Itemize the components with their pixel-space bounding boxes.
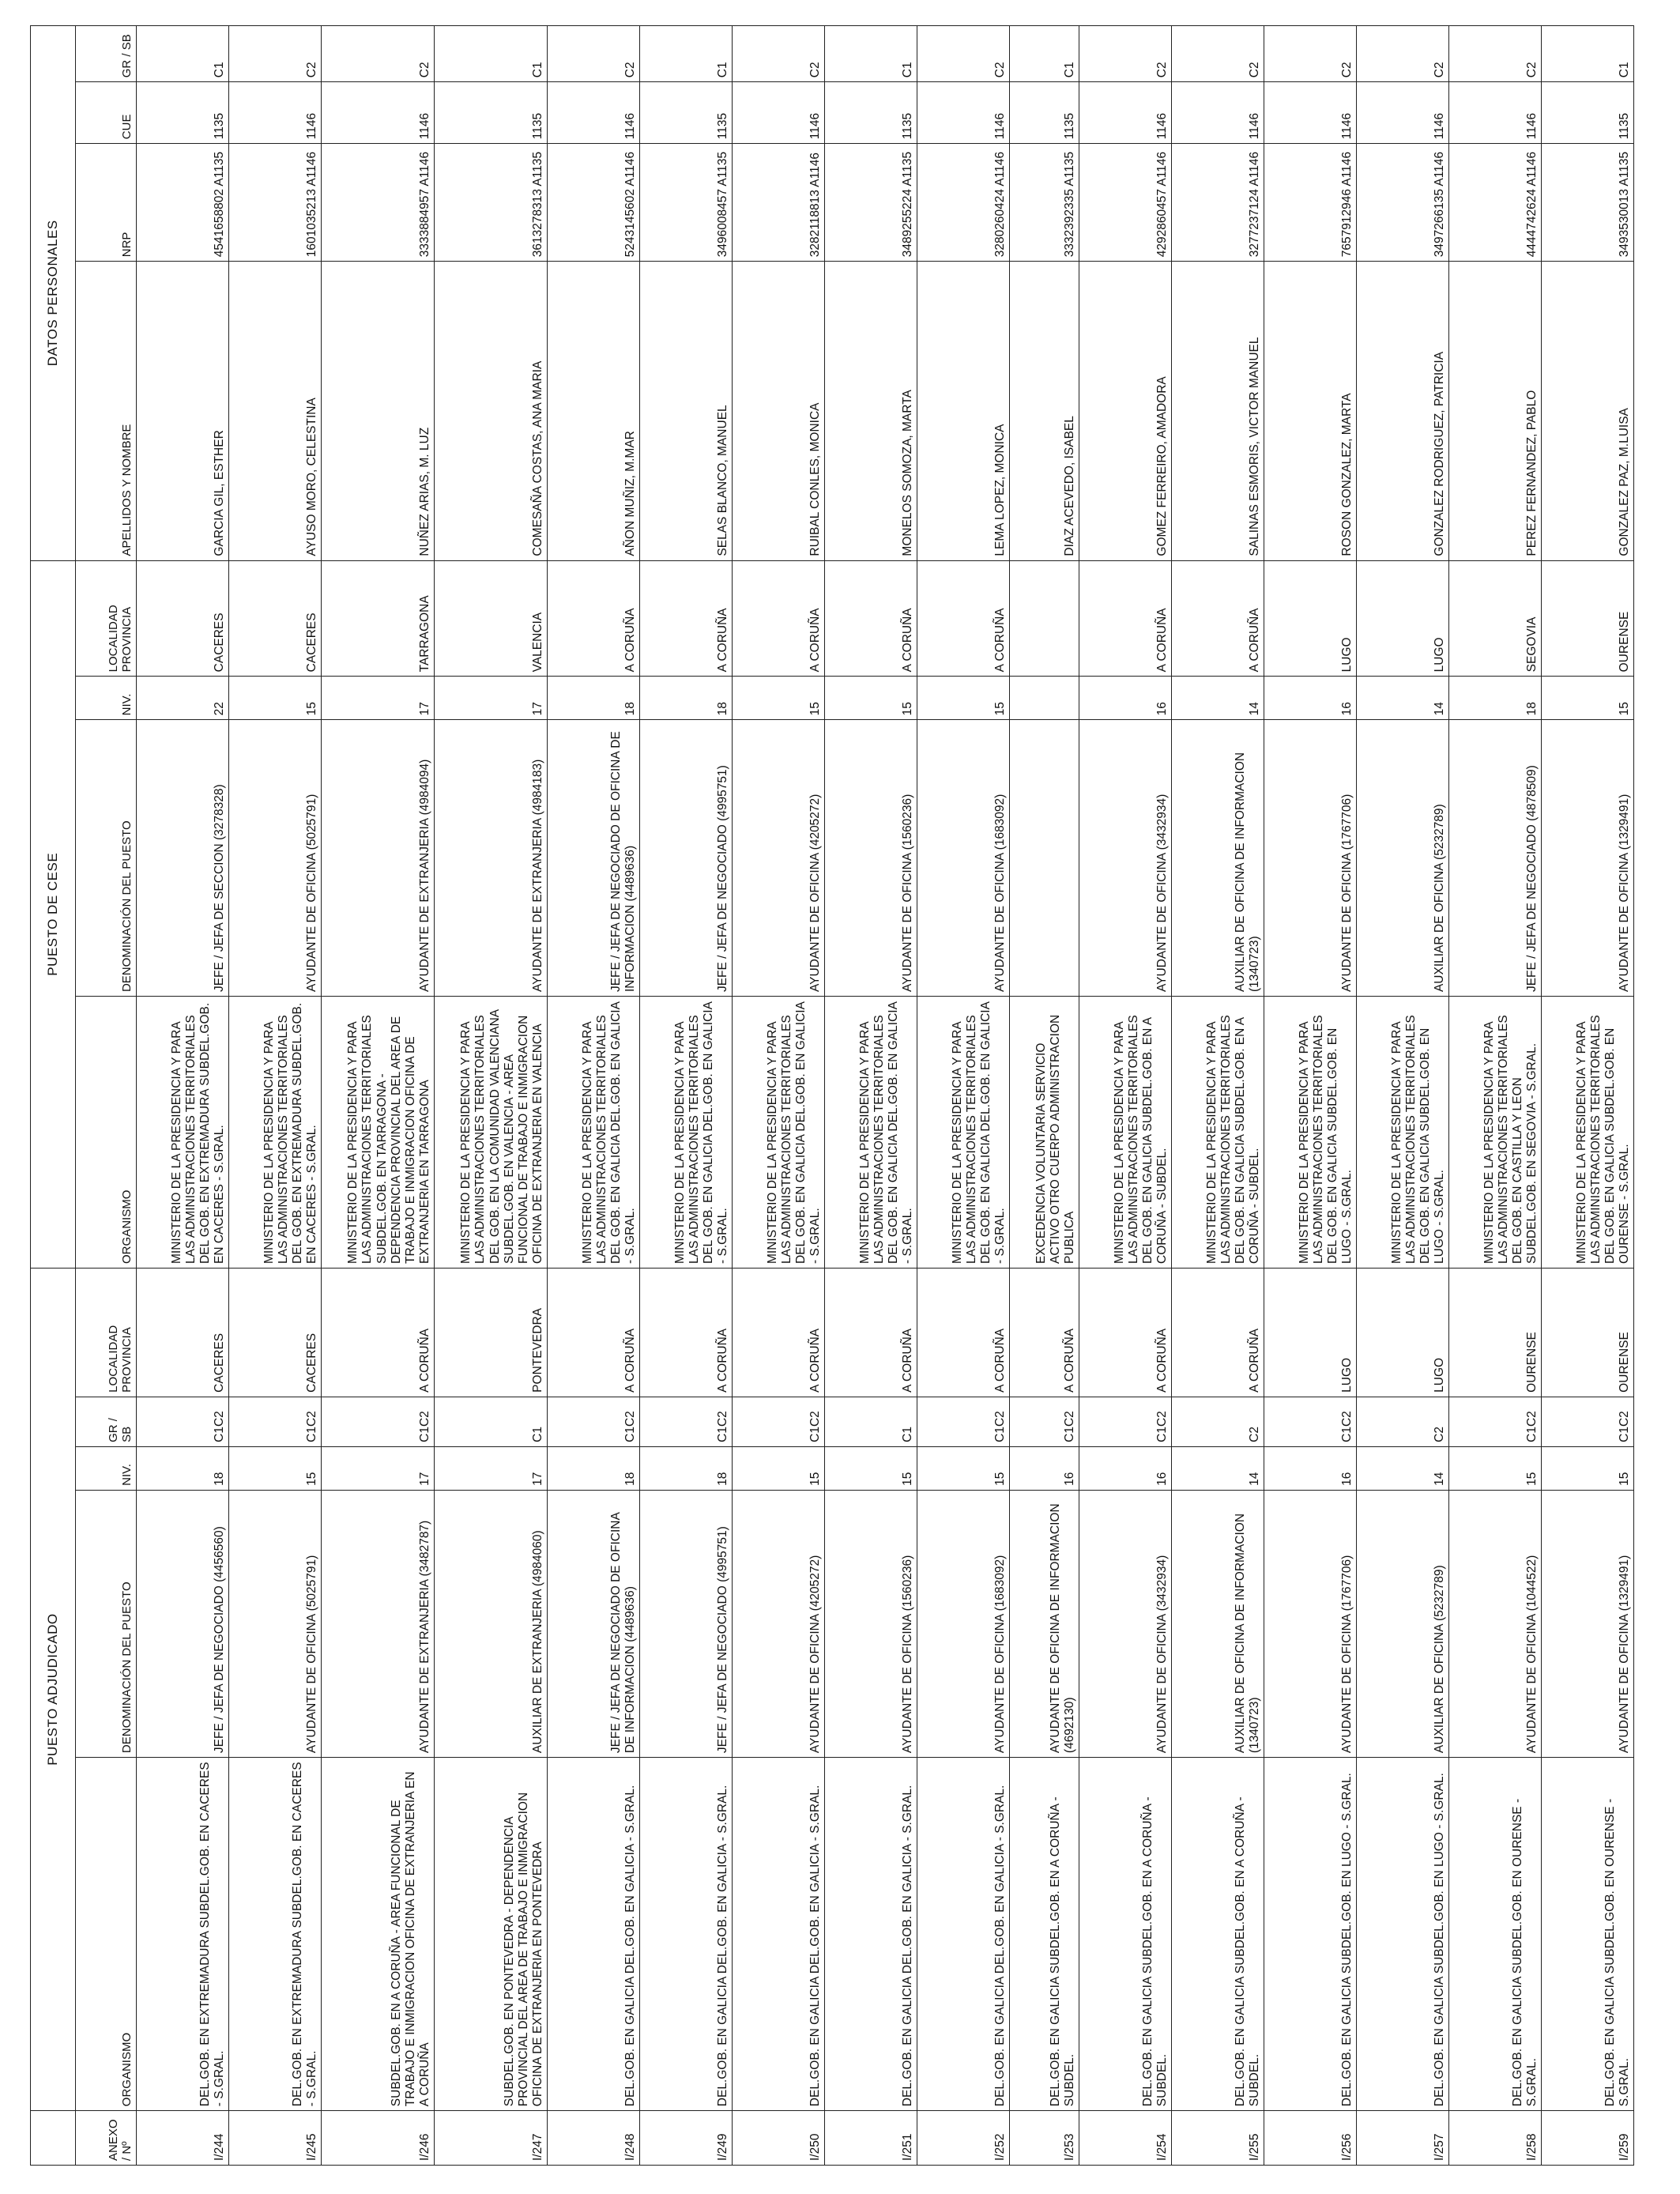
table-row bbox=[640, 26, 733, 2166]
cell-localidad: A CORUÑA bbox=[825, 1268, 917, 1397]
cell-organismo: DEL.GOB. EN GALICIA DEL.GOB. EN GALICIA - S.GRAL. bbox=[825, 1758, 917, 2111]
table-row bbox=[435, 26, 548, 2166]
cell-organismo: DEL.GOB. EN GALICIA DEL.GOB. EN GALICIA - S.GRAL. bbox=[640, 1758, 733, 2111]
cell-cese-niv: 15 bbox=[1542, 677, 1634, 720]
cell-gr-sb: C1C2 bbox=[917, 1397, 1010, 1446]
cell-cese-denominacion: JEFE / JEFA DE NEGOCIADO (4878509) bbox=[1449, 720, 1542, 997]
cell-cue: 1135 bbox=[1542, 82, 1634, 144]
cell-organismo: DEL.GOB. EN GALICIA SUBDEL.GOB. EN A CORUÑA - SUBDEL. bbox=[1010, 1758, 1079, 2111]
cell-personal-gr-sb: C1 bbox=[435, 26, 548, 82]
cell-nrp: 3277237124 A1146 bbox=[1172, 144, 1264, 262]
cell-cese-denominacion: AYUDANTE DE OFICINA (1560236) bbox=[825, 720, 917, 997]
cell-cue: 1146 bbox=[548, 82, 640, 144]
cell-apellidos-nombre: SALINAS ESMORIS, VICTOR MANUEL bbox=[1172, 262, 1264, 560]
cell-cese-localidad bbox=[1010, 560, 1079, 677]
cell-niv: 14 bbox=[1172, 1446, 1264, 1490]
table-body bbox=[137, 26, 1634, 2166]
cell-cese-organismo: MINISTERIO DE LA PRESIDENCIA Y PARA LAS ADMINISTRACIONES TERRITORIALES DEL GOB. EN CASTILLA Y LEON SUBDEL.GOB. EN SEGOVIA - S.GRAL. bbox=[1449, 997, 1542, 1269]
cell-denominacion: AYUDANTE DE OFICINA DE INFORMACION (4692130) bbox=[1010, 1490, 1079, 1757]
table-row bbox=[917, 26, 1010, 2166]
table-row bbox=[1357, 26, 1449, 2166]
cell-apellidos-nombre: LEMA LOPEZ, MONICA bbox=[917, 262, 1010, 560]
table-row bbox=[548, 26, 640, 2166]
cell-nrp: 3333884957 A1146 bbox=[322, 144, 435, 262]
cell-denominacion: JEFE / JEFA DE NEGOCIADO (4456560) bbox=[137, 1490, 229, 1757]
cell-organismo: DEL.GOB. EN GALICIA SUBDEL.GOB. EN LUGO - S.GRAL. bbox=[1264, 1758, 1357, 2111]
cell-denominacion: AUXILIAR DE EXTRANJERIA (4984060) bbox=[435, 1490, 548, 1757]
cell-gr-sb: C2 bbox=[1172, 1397, 1264, 1446]
cell-nrp: 4292860457 A1146 bbox=[1079, 144, 1172, 262]
cell-cese-denominacion: AYUDANTE DE OFICINA (5025791) bbox=[229, 720, 322, 997]
cell-gr-sb: C1 bbox=[435, 1397, 548, 1446]
cell-personal-gr-sb: C2 bbox=[1264, 26, 1357, 82]
col-localidad: LOCALIDAD PROVINCIA bbox=[76, 1268, 137, 1397]
cell-localidad: CACERES bbox=[229, 1268, 322, 1397]
cell-cue: 1146 bbox=[1079, 82, 1172, 144]
cell-cese-localidad: A CORUÑA bbox=[733, 560, 825, 677]
cell-cese-niv: 22 bbox=[137, 677, 229, 720]
cell-apellidos-nombre: DIAZ ACEVEDO, ISABEL bbox=[1010, 262, 1079, 560]
cell-cese-organismo: MINISTERIO DE LA PRESIDENCIA Y PARA LAS ADMINISTRACIONES TERRITORIALES DEL GOB. EN GALICIA DEL.GOB. EN GALICIA - S.GRAL. bbox=[548, 997, 640, 1269]
cell-localidad: A CORUÑA bbox=[322, 1268, 435, 1397]
cell-cese-niv: 18 bbox=[548, 677, 640, 720]
cell-denominacion: JEFE / JEFA DE NEGOCIADO DE OFICINA DE INFORMACION (4489636) bbox=[548, 1490, 640, 1757]
cell-cese-niv: 15 bbox=[229, 677, 322, 720]
cell-cese-denominacion: JEFE / JEFA DE SECCION (3278328) bbox=[137, 720, 229, 997]
cell-cese-organismo: MINISTERIO DE LA PRESIDENCIA Y PARA LAS ADMINISTRACIONES TERRITORIALES DEL GOB. EN EXTREMADURA SUBDEL.GOB. EN CACERES - S.GRAL. bbox=[229, 997, 322, 1269]
cell-cese-denominacion: AYUDANTE DE OFICINA (1329491) bbox=[1542, 720, 1634, 997]
cell-niv: 18 bbox=[137, 1446, 229, 1490]
cell-cese-niv: 14 bbox=[1172, 677, 1264, 720]
cell-personal-gr-sb: C2 bbox=[1449, 26, 1542, 82]
cell-organismo: DEL.GOB. EN GALICIA SUBDEL.GOB. EN LUGO - S.GRAL. bbox=[1357, 1758, 1449, 2111]
col-cese-localidad: LOCALIDAD PROVINCIA bbox=[76, 560, 137, 677]
cell-cese-niv: 18 bbox=[640, 677, 733, 720]
cell-organismo: DEL.GOB. EN GALICIA DEL.GOB. EN GALICIA - S.GRAL. bbox=[917, 1758, 1010, 2111]
cell-cue: 1135 bbox=[137, 82, 229, 144]
cell-anexo: I/248 bbox=[548, 2111, 640, 2166]
cell-localidad: PONTEVEDRA bbox=[435, 1268, 548, 1397]
cell-cese-localidad: A CORUÑA bbox=[1079, 560, 1172, 677]
col-anexo: ANEXO / Nº bbox=[76, 2111, 137, 2166]
cell-cese-organismo: MINISTERIO DE LA PRESIDENCIA Y PARA LAS ADMINISTRACIONES TERRITORIALES DEL GOB. EN GALICIA SUBDEL.GOB. EN LUGO - S.GRAL. bbox=[1264, 997, 1357, 1269]
cell-niv: 14 bbox=[1357, 1446, 1449, 1490]
cell-personal-gr-sb: C1 bbox=[1542, 26, 1634, 82]
table-row bbox=[1542, 26, 1634, 2166]
cell-cese-organismo: MINISTERIO DE LA PRESIDENCIA Y PARA LAS ADMINISTRACIONES TERRITORIALES DEL GOB. EN GALICIA SUBDEL.GOB. EN A CORUÑA - SUBDEL. bbox=[1172, 997, 1264, 1269]
cell-anexo: I/247 bbox=[435, 2111, 548, 2166]
cell-apellidos-nombre: PEREZ FERNANDEZ, PABLO bbox=[1449, 262, 1542, 560]
adjudication-table bbox=[30, 25, 1634, 2166]
cell-niv: 18 bbox=[640, 1446, 733, 1490]
cell-personal-gr-sb: C1 bbox=[1010, 26, 1079, 82]
cell-gr-sb: C1C2 bbox=[733, 1397, 825, 1446]
empty-corner bbox=[31, 2111, 76, 2166]
cell-cue: 1135 bbox=[640, 82, 733, 144]
cell-cue: 1135 bbox=[1010, 82, 1079, 144]
cell-cese-organismo: MINISTERIO DE LA PRESIDENCIA Y PARA LAS ADMINISTRACIONES TERRITORIALES DEL GOB. EN EXTREMADURA SUBDEL.GOB. EN CACERES - S.GRAL. bbox=[137, 997, 229, 1269]
cell-localidad: A CORUÑA bbox=[640, 1268, 733, 1397]
cell-cese-localidad: A CORUÑA bbox=[1172, 560, 1264, 677]
table-row bbox=[1264, 26, 1357, 2166]
table-row bbox=[1449, 26, 1542, 2166]
cell-personal-gr-sb: C2 bbox=[733, 26, 825, 82]
cell-cese-niv: 15 bbox=[825, 677, 917, 720]
cell-gr-sb: C1C2 bbox=[1079, 1397, 1172, 1446]
cell-personal-gr-sb: C2 bbox=[548, 26, 640, 82]
cell-personal-gr-sb: C1 bbox=[825, 26, 917, 82]
cell-cese-organismo: MINISTERIO DE LA PRESIDENCIA Y PARA LAS ADMINISTRACIONES TERRITORIALES DEL GOB. EN GALICIA DEL.GOB. EN GALICIA - S.GRAL. bbox=[640, 997, 733, 1269]
cell-cue: 1146 bbox=[1357, 82, 1449, 144]
cell-gr-sb: C2 bbox=[1357, 1397, 1449, 1446]
cell-denominacion: AYUDANTE DE EXTRANJERIA (3482787) bbox=[322, 1490, 435, 1757]
cell-denominacion: AYUDANTE DE OFICINA (1329491) bbox=[1542, 1490, 1634, 1757]
cell-cese-localidad: A CORUÑA bbox=[917, 560, 1010, 677]
cell-organismo: SUBDEL.GOB. EN A CORUÑA - AREA FUNCIONAL DE TRABAJO E INMIGRACION OFICINA DE EXTRANJERIA EN A CORUÑA bbox=[322, 1758, 435, 2111]
cell-gr-sb: C1C2 bbox=[322, 1397, 435, 1446]
cell-apellidos-nombre: COMESAÑA COSTAS, ANA MARIA bbox=[435, 262, 548, 560]
cell-nrp: 3282118813 A1146 bbox=[733, 144, 825, 262]
cell-nrp: 3496008457 A1135 bbox=[640, 144, 733, 262]
cell-niv: 15 bbox=[917, 1446, 1010, 1490]
col-apellidos: APELLIDOS Y NOMBRE bbox=[76, 262, 137, 560]
cell-apellidos-nombre: RUIBAL CONLES, MONICA bbox=[733, 262, 825, 560]
cell-cese-organismo: MINISTERIO DE LA PRESIDENCIA Y PARA LAS ADMINISTRACIONES TERRITORIALES DEL GOB. EN GALICIA SUBDEL.GOB. EN OURENSE - S.GRAL. bbox=[1542, 997, 1634, 1269]
table-row bbox=[1172, 26, 1264, 2166]
cell-gr-sb: C1C2 bbox=[1010, 1397, 1079, 1446]
cell-gr-sb: C1C2 bbox=[1449, 1397, 1542, 1446]
cell-localidad: A CORUÑA bbox=[1172, 1268, 1264, 1397]
cell-niv: 17 bbox=[322, 1446, 435, 1490]
table-row bbox=[137, 26, 229, 2166]
cell-nrp: 1601035213 A1146 bbox=[229, 144, 322, 262]
cell-cese-denominacion: AYUDANTE DE OFICINA (1767706) bbox=[1264, 720, 1357, 997]
cell-denominacion: AUXILIAR DE OFICINA (5232789) bbox=[1357, 1490, 1449, 1757]
cell-cese-denominacion: AYUDANTE DE OFICINA (1683092) bbox=[917, 720, 1010, 997]
cell-apellidos-nombre: GARCIA GIL, ESTHER bbox=[137, 262, 229, 560]
cell-denominacion: AYUDANTE DE OFICINA (3432934) bbox=[1079, 1490, 1172, 1757]
cell-cue: 1135 bbox=[435, 82, 548, 144]
cell-nrp: 4444742624 A1146 bbox=[1449, 144, 1542, 262]
cell-nrp: 3332392335 A1135 bbox=[1010, 144, 1079, 262]
cell-anexo: I/256 bbox=[1264, 2111, 1357, 2166]
cell-cese-denominacion: AYUDANTE DE OFICINA (3432934) bbox=[1079, 720, 1172, 997]
cell-personal-gr-sb: C2 bbox=[1357, 26, 1449, 82]
cell-cese-organismo: EXCEDENCIA VOLUNTARIA SERVICIO ACTIVO OTRO CUERPO ADMINISTRACION PUBLICA bbox=[1010, 997, 1079, 1269]
cell-cese-localidad: SEGOVIA bbox=[1449, 560, 1542, 677]
cell-denominacion: AYUDANTE DE OFICINA (1683092) bbox=[917, 1490, 1010, 1757]
cell-anexo: I/252 bbox=[917, 2111, 1010, 2166]
cell-anexo: I/244 bbox=[137, 2111, 229, 2166]
cell-cese-denominacion: AUXILIAR DE OFICINA DE INFORMACION (1340723) bbox=[1172, 720, 1264, 997]
cell-apellidos-nombre: GOMEZ FERREIRO, AMADORA bbox=[1079, 262, 1172, 560]
table-row bbox=[825, 26, 917, 2166]
cell-cese-denominacion: AYUDANTE DE EXTRANJERIA (4984094) bbox=[322, 720, 435, 997]
cell-cese-denominacion: JEFE / JEFA DE NEGOCIADO DE OFICINA DE INFORMACION (4489636) bbox=[548, 720, 640, 997]
table-row bbox=[322, 26, 435, 2166]
cell-cue: 1146 bbox=[1264, 82, 1357, 144]
cell-denominacion: AYUDANTE DE OFICINA (1767706) bbox=[1264, 1490, 1357, 1757]
cell-cese-organismo: MINISTERIO DE LA PRESIDENCIA Y PARA LAS ADMINISTRACIONES TERRITORIALES DEL GOB. EN GALICIA DEL.GOB. EN GALICIA - S.GRAL. bbox=[733, 997, 825, 1269]
cell-anexo: I/258 bbox=[1449, 2111, 1542, 2166]
cell-niv: 15 bbox=[1449, 1446, 1542, 1490]
cell-localidad: A CORUÑA bbox=[733, 1268, 825, 1397]
cell-cese-niv: 16 bbox=[1079, 677, 1172, 720]
cell-cese-organismo: MINISTERIO DE LA PRESIDENCIA Y PARA LAS ADMINISTRACIONES TERRITORIALES SUBDEL.GOB. EN TARRAGONA - DEPENDENCIA PROVINCIAL DEL AREA DE TRABAJO E INMIGRACION OFICINA DE EXTRANJERIA EN TARRAGONA bbox=[322, 997, 435, 1269]
section-puesto-adjudicado: PUESTO ADJUDICADO bbox=[31, 1268, 76, 2110]
col-cese-denominacion: DENOMINACIÓN DEL PUESTO bbox=[76, 720, 137, 997]
cell-personal-gr-sb: C1 bbox=[137, 26, 229, 82]
cell-personal-gr-sb: C1 bbox=[640, 26, 733, 82]
cell-cese-denominacion: AUXILIAR DE OFICINA (5232789) bbox=[1357, 720, 1449, 997]
cell-cese-niv: 18 bbox=[1449, 677, 1542, 720]
cell-gr-sb: C1C2 bbox=[229, 1397, 322, 1446]
cell-cese-localidad: A CORUÑA bbox=[548, 560, 640, 677]
cell-organismo: SUBDEL.GOB. EN PONTEVEDRA - DEPENDENCIA PROVINCIAL DEL AREA DE TRABAJO E INMIGRACION OFICINA DE EXTRANJERIA EN PONTEVEDRA bbox=[435, 1758, 548, 2111]
cell-cue: 1146 bbox=[1449, 82, 1542, 144]
cell-organismo: DEL.GOB. EN GALICIA SUBDEL.GOB. EN A CORUÑA - SUBDEL. bbox=[1079, 1758, 1172, 2111]
col-gr-sb: GR / SB bbox=[76, 1397, 137, 1446]
cell-apellidos-nombre: GONZALEZ PAZ, M.LUISA bbox=[1542, 262, 1634, 560]
cell-personal-gr-sb: C2 bbox=[1079, 26, 1172, 82]
cell-cese-localidad: CACERES bbox=[229, 560, 322, 677]
cell-localidad: LUGO bbox=[1264, 1268, 1357, 1397]
cell-apellidos-nombre: MONELOS SOMOZA, MARTA bbox=[825, 262, 917, 560]
cell-cese-niv: 15 bbox=[917, 677, 1010, 720]
cell-cese-organismo: MINISTERIO DE LA PRESIDENCIA Y PARA LAS ADMINISTRACIONES TERRITORIALES DEL GOB. EN GALICIA SUBDEL.GOB. EN LUGO - S.GRAL. bbox=[1357, 997, 1449, 1269]
table-row bbox=[1010, 26, 1079, 2166]
cell-gr-sb: C1C2 bbox=[640, 1397, 733, 1446]
cell-niv: 15 bbox=[733, 1446, 825, 1490]
cell-anexo: I/251 bbox=[825, 2111, 917, 2166]
col-organismo: ORGANISMO bbox=[76, 1758, 137, 2111]
cell-organismo: DEL.GOB. EN GALICIA SUBDEL.GOB. EN A CORUÑA - SUBDEL. bbox=[1172, 1758, 1264, 2111]
cell-cese-organismo: MINISTERIO DE LA PRESIDENCIA Y PARA LAS ADMINISTRACIONES TERRITORIALES DEL GOB. EN GALICIA DEL.GOB. EN GALICIA - S.GRAL. bbox=[917, 997, 1010, 1269]
cell-apellidos-nombre: AYUSO MORO, CELESTINA bbox=[229, 262, 322, 560]
cell-gr-sb: C1C2 bbox=[1542, 1397, 1634, 1446]
cell-cese-niv: 16 bbox=[1264, 677, 1357, 720]
cell-localidad: A CORUÑA bbox=[917, 1268, 1010, 1397]
cell-cese-organismo: MINISTERIO DE LA PRESIDENCIA Y PARA LAS ADMINISTRACIONES TERRITORIALES DEL GOB. EN LA COMUNIDAD VALENCIANA SUBDEL.GOB. EN VALENCIA - AREA FUNCIONAL DE TRABAJO E INMIGRACION OFICINA DE EXTRANJERIA EN VALENCIA bbox=[435, 997, 548, 1269]
cell-gr-sb: C1C2 bbox=[548, 1397, 640, 1446]
cell-niv: 17 bbox=[435, 1446, 548, 1490]
cell-apellidos-nombre: SELAS BLANCO, MANUEL bbox=[640, 262, 733, 560]
cell-nrp: 3489255224 A1135 bbox=[825, 144, 917, 262]
cell-localidad: LUGO bbox=[1357, 1268, 1449, 1397]
cell-localidad: A CORUÑA bbox=[1010, 1268, 1079, 1397]
col-personal-gr-sb: GR / SB bbox=[76, 26, 137, 82]
cell-cese-niv: 17 bbox=[322, 677, 435, 720]
cell-organismo: DEL.GOB. EN GALICIA DEL.GOB. EN GALICIA - S.GRAL. bbox=[733, 1758, 825, 2111]
cell-cue: 1146 bbox=[917, 82, 1010, 144]
cell-organismo: DEL.GOB. EN GALICIA SUBDEL.GOB. EN OURENSE - S.GRAL. bbox=[1449, 1758, 1542, 2111]
cell-nrp: 3280260424 A1146 bbox=[917, 144, 1010, 262]
cell-cese-localidad: A CORUÑA bbox=[825, 560, 917, 677]
cell-denominacion: AYUDANTE DE OFICINA (5025791) bbox=[229, 1490, 322, 1757]
cell-personal-gr-sb: C2 bbox=[229, 26, 322, 82]
cell-anexo: I/259 bbox=[1542, 2111, 1634, 2166]
cell-apellidos-nombre: NUÑEZ ARIAS, M. LUZ bbox=[322, 262, 435, 560]
cell-organismo: DEL.GOB. EN GALICIA SUBDEL.GOB. EN OURENSE - S.GRAL. bbox=[1542, 1758, 1634, 2111]
cell-anexo: I/254 bbox=[1079, 2111, 1172, 2166]
cell-cese-denominacion: AYUDANTE DE OFICINA (4205272) bbox=[733, 720, 825, 997]
cell-denominacion: AYUDANTE DE OFICINA (4205272) bbox=[733, 1490, 825, 1757]
cell-apellidos-nombre: ROSON GONZALEZ, MARTA bbox=[1264, 262, 1357, 560]
cell-cese-localidad: VALENCIA bbox=[435, 560, 548, 677]
cell-cese-niv: 17 bbox=[435, 677, 548, 720]
cell-nrp: 5243145602 A1146 bbox=[548, 144, 640, 262]
cell-niv: 15 bbox=[229, 1446, 322, 1490]
cell-niv: 16 bbox=[1010, 1446, 1079, 1490]
cell-personal-gr-sb: C2 bbox=[1172, 26, 1264, 82]
cell-anexo: I/245 bbox=[229, 2111, 322, 2166]
cell-cese-localidad: LUGO bbox=[1357, 560, 1449, 677]
table-row bbox=[1079, 26, 1172, 2166]
cell-anexo: I/250 bbox=[733, 2111, 825, 2166]
cell-personal-gr-sb: C2 bbox=[322, 26, 435, 82]
col-niv: NIV. bbox=[76, 1446, 137, 1490]
cell-cue: 1135 bbox=[825, 82, 917, 144]
cell-anexo: I/249 bbox=[640, 2111, 733, 2166]
col-cese-niv: NIV. bbox=[76, 677, 137, 720]
section-puesto-cese: PUESTO DE CESE bbox=[31, 560, 76, 1268]
cell-niv: 16 bbox=[1264, 1446, 1357, 1490]
cell-anexo: I/257 bbox=[1357, 2111, 1449, 2166]
cell-cese-organismo: MINISTERIO DE LA PRESIDENCIA Y PARA LAS ADMINISTRACIONES TERRITORIALES DEL GOB. EN GALICIA SUBDEL.GOB. EN A CORUÑA - SUBDEL. bbox=[1079, 997, 1172, 1269]
cell-gr-sb: C1 bbox=[825, 1397, 917, 1446]
cell-localidad: CACERES bbox=[137, 1268, 229, 1397]
col-cue: CUE bbox=[76, 82, 137, 144]
cell-localidad: OURENSE bbox=[1449, 1268, 1542, 1397]
cell-cese-niv bbox=[1010, 677, 1079, 720]
cell-cese-denominacion bbox=[1010, 720, 1079, 997]
table-row bbox=[733, 26, 825, 2166]
cell-cese-localidad: CACERES bbox=[137, 560, 229, 677]
cell-cue: 1146 bbox=[229, 82, 322, 144]
cell-apellidos-nombre: GONZALEZ RODRIGUEZ, PATRICIA bbox=[1357, 262, 1449, 560]
cell-cese-niv: 15 bbox=[733, 677, 825, 720]
cell-cese-localidad: A CORUÑA bbox=[640, 560, 733, 677]
cell-organismo: DEL.GOB. EN GALICIA DEL.GOB. EN GALICIA - S.GRAL. bbox=[548, 1758, 640, 2111]
cell-nrp: 3497266135 A1146 bbox=[1357, 144, 1449, 262]
cell-denominacion: JEFE / JEFA DE NEGOCIADO (4995751) bbox=[640, 1490, 733, 1757]
cell-denominacion: AYUDANTE DE OFICINA (1560236) bbox=[825, 1490, 917, 1757]
cell-anexo: I/255 bbox=[1172, 2111, 1264, 2166]
cell-anexo: I/253 bbox=[1010, 2111, 1079, 2166]
col-denominacion: DENOMINACIÓN DEL PUESTO bbox=[76, 1490, 137, 1757]
cell-nrp: 4541658802 A1135 bbox=[137, 144, 229, 262]
table-row bbox=[229, 26, 322, 2166]
cell-localidad: A CORUÑA bbox=[548, 1268, 640, 1397]
cell-personal-gr-sb: C2 bbox=[917, 26, 1010, 82]
cell-niv: 18 bbox=[548, 1446, 640, 1490]
cell-nrp: 7657912946 A1146 bbox=[1264, 144, 1357, 262]
cell-anexo: I/246 bbox=[322, 2111, 435, 2166]
cell-nrp: 3613278313 A1135 bbox=[435, 144, 548, 262]
cell-cese-localidad: OURENSE bbox=[1542, 560, 1634, 677]
cell-apellidos-nombre: AÑON MUÑIZ, M.MAR bbox=[548, 262, 640, 560]
cell-denominacion: AYUDANTE DE OFICINA (1044522) bbox=[1449, 1490, 1542, 1757]
col-nrp: NRP bbox=[76, 144, 137, 262]
cell-cese-denominacion: JEFE / JEFA DE NEGOCIADO (4995751) bbox=[640, 720, 733, 997]
cell-niv: 16 bbox=[1079, 1446, 1172, 1490]
cell-cese-denominacion: AYUDANTE DE EXTRANJERIA (4984183) bbox=[435, 720, 548, 997]
cell-organismo: DEL.GOB. EN EXTREMADURA SUBDEL.GOB. EN CACERES - S.GRAL. bbox=[137, 1758, 229, 2111]
cell-organismo: DEL.GOB. EN EXTREMADURA SUBDEL.GOB. EN CACERES - S.GRAL. bbox=[229, 1758, 322, 2111]
cell-niv: 15 bbox=[825, 1446, 917, 1490]
cell-cue: 1146 bbox=[733, 82, 825, 144]
cell-gr-sb: C1C2 bbox=[137, 1397, 229, 1446]
cell-cese-niv: 14 bbox=[1357, 677, 1449, 720]
cell-cese-localidad: TARRAGONA bbox=[322, 560, 435, 677]
cell-cue: 1146 bbox=[1172, 82, 1264, 144]
cell-gr-sb: C1C2 bbox=[1264, 1397, 1357, 1446]
cell-denominacion: AUXILIAR DE OFICINA DE INFORMACION (1340723) bbox=[1172, 1490, 1264, 1757]
col-cese-organismo: ORGANISMO bbox=[76, 997, 137, 1269]
cell-localidad: OURENSE bbox=[1542, 1268, 1634, 1397]
cell-niv: 15 bbox=[1542, 1446, 1634, 1490]
cell-nrp: 3493530013 A1135 bbox=[1542, 144, 1634, 262]
cell-cese-localidad: LUGO bbox=[1264, 560, 1357, 677]
section-datos-personales: DATOS PERSONALES bbox=[31, 26, 76, 561]
cell-cue: 1146 bbox=[322, 82, 435, 144]
cell-localidad: A CORUÑA bbox=[1079, 1268, 1172, 1397]
cell-cese-organismo: MINISTERIO DE LA PRESIDENCIA Y PARA LAS ADMINISTRACIONES TERRITORIALES DEL GOB. EN GALICIA DEL.GOB. EN GALICIA - S.GRAL. bbox=[825, 997, 917, 1269]
